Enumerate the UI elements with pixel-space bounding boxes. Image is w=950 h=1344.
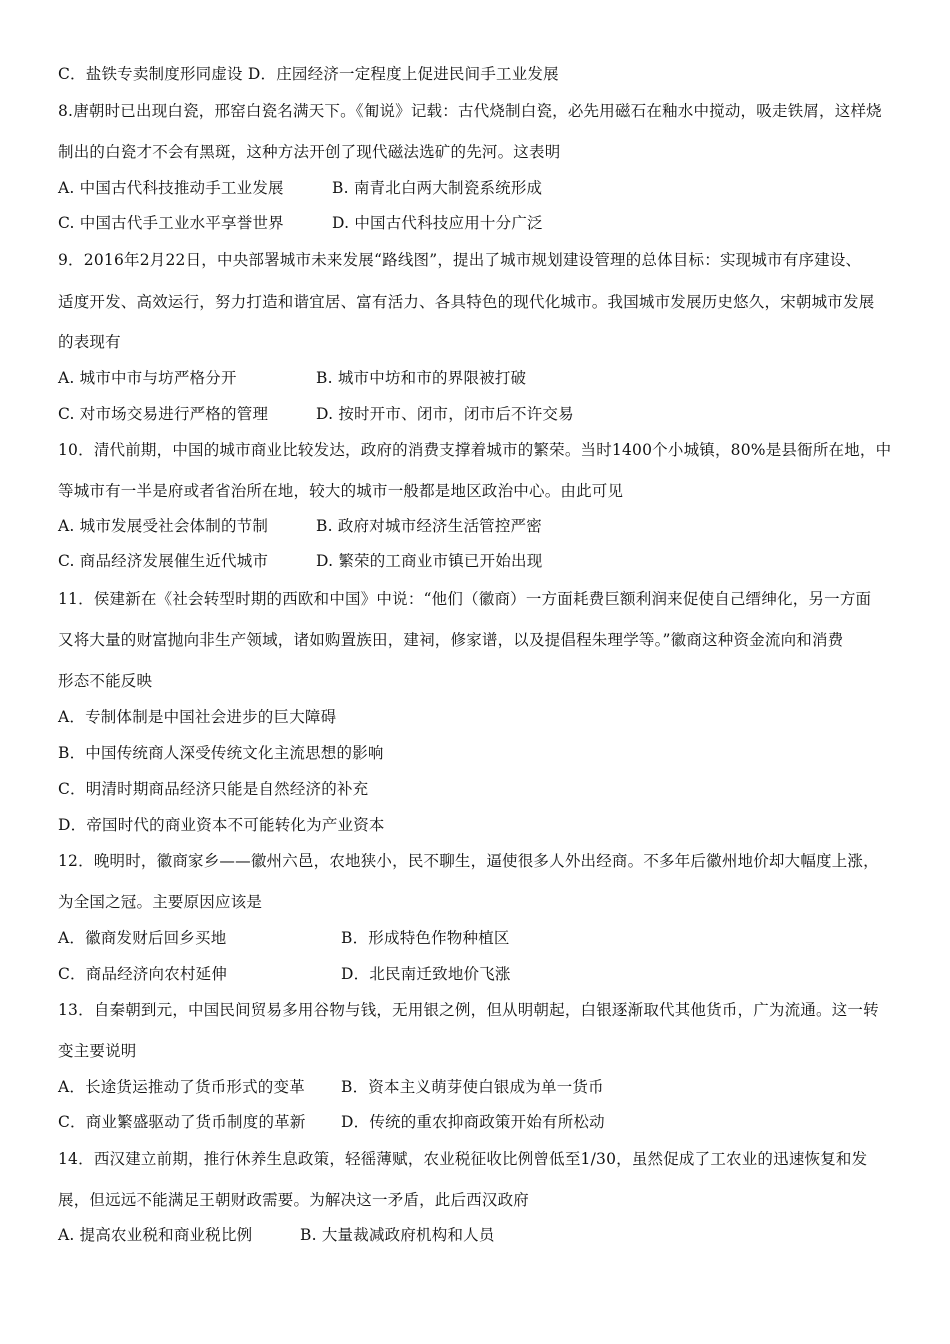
q14-option-row-1 xyxy=(58,1225,910,1245)
q9-option-row-2 xyxy=(58,404,910,424)
q13-option-a: A．长途货运推动了货币形式的变革 xyxy=(58,1078,305,1096)
q10-option-a: A. 城市发展受社会体制的节制 xyxy=(58,517,269,535)
q12-option-row-1 xyxy=(58,928,910,948)
q10-stem-line-1: 10．清代前期，中国的城市商业比较发达，政府的消费支撑着城市的繁荣。当时1400个小城镇，80%是县衙所在地，中 xyxy=(58,441,892,459)
q12-option-a: A．徽商发财后回乡买地 xyxy=(58,929,227,947)
q11-stem-line-1: 11．侯建新在《社会转型时期的西欧和中国》中说：“他们（徽商）一方面耗费巨额利润来促使自己缙绅化，另一方面 xyxy=(58,590,872,608)
q8-option-row-2 xyxy=(58,213,910,233)
q9-option-d: D. 按时开市、闭市，闭市后不许交易 xyxy=(316,405,574,423)
q9-stem-line-3: 的表现有 xyxy=(58,333,121,351)
q14-stem-line-1: 14．西汉建立前期，推行休养生息政策，轻徭薄赋，农业税征收比例曾低至1/30，虽然促成了工农业的迅速恢复和发 xyxy=(58,1150,868,1168)
q13-option-d: D．传统的重农抑商政策开始有所松动 xyxy=(341,1113,605,1131)
q8-option-c: C. 中国古代手工业水平享誉世界 xyxy=(58,214,284,232)
q12-option-b: B．形成特色作物种植区 xyxy=(341,929,510,947)
q7-options-line: C．盐铁专卖制度形同虚设 D．庄园经济一定程度上促进民间手工业发展 xyxy=(58,65,559,83)
q9-option-row-1 xyxy=(58,368,910,388)
q13-option-row-2 xyxy=(58,1112,910,1132)
q12-stem-line-1: 12．晚明时，徽商家乡——徽州六邑，农地狭小，民不聊生，逼使很多人外出经商。不多年后徽州地价却大幅度上涨， xyxy=(58,852,879,870)
q11-option-c: C．明清时期商品经济只能是自然经济的补充 xyxy=(58,780,369,798)
q12-option-row-2 xyxy=(58,964,910,984)
q13-stem-line-2: 变主要说明 xyxy=(58,1042,137,1060)
q8-option-row-1 xyxy=(58,178,910,198)
q10-option-c: C. 商品经济发展催生近代城市 xyxy=(58,552,269,570)
q14-option-a: A. 提高农业税和商业税比例 xyxy=(58,1226,253,1244)
q10-stem-line-2: 等城市有一半是府或者省治所在地，较大的城市一般都是地区政治中心。由此可见 xyxy=(58,482,624,500)
q8-stem-line-1: 8.唐朝时已出现白瓷，邢窑白瓷名满天下。《匍说》记载：古代烧制白瓷，必先用磁石在釉水中搅动，吸走铁屑，这样烧 xyxy=(58,102,882,120)
q9-stem-line-2: 适度开发、高效运行，努力打造和谐宜居、富有活力、各具特色的现代化城市。我国城市发展历史悠久，宋朝城市发展 xyxy=(58,293,875,311)
q8-stem-line-2: 制出的白瓷才不会有黑斑，这种方法开创了现代磁法选矿的先河。这表明 xyxy=(58,143,561,161)
q9-option-c: C. 对市场交易进行严格的管理 xyxy=(58,405,269,423)
q12-stem-line-2: 为全国之冠。主要原因应该是 xyxy=(58,893,263,911)
q12-option-c: C．商品经济向农村延伸 xyxy=(58,965,228,983)
q14-stem-line-2: 展，但远远不能满足王朝财政需要。为解决这一矛盾，此后西汉政府 xyxy=(58,1191,530,1209)
q9-option-b: B. 城市中坊和市的界限被打破 xyxy=(316,369,527,387)
q13-option-row-1 xyxy=(58,1077,910,1097)
q8-option-b: B. 南青北白两大制瓷系统形成 xyxy=(332,179,543,197)
q11-option-b: B．中国传统商人深受传统文化主流思想的影响 xyxy=(58,744,384,762)
q11-stem-line-2: 又将大量的财富抛向非生产领域，诸如购置族田，建祠，修家谱，以及提倡程朱理学等。”徽商这种资金流向和消费 xyxy=(58,631,844,649)
q11-stem-line-3: 形态不能反映 xyxy=(58,672,153,690)
q13-option-c: C．商业繁盛驱动了货币制度的革新 xyxy=(58,1113,306,1131)
q11-option-a: A．专制体制是中国社会进步的巨大障碍 xyxy=(58,708,337,726)
q10-option-b: B. 政府对城市经济生活管控严密 xyxy=(316,517,542,535)
q13-stem-line-1: 13．自秦朝到元，中国民间贸易多用谷物与钱，无用银之例，但从明朝起，白银逐渐取代其他货币，广为流通。这一转 xyxy=(58,1001,879,1019)
q9-stem-line-1: 9．2016年2月22日，中央部署城市未来发展“路线图”，提出了城市规划建设管理的总体目标：实现城市有序建设、 xyxy=(58,251,862,269)
q12-option-d: D．北民南迁致地价飞涨 xyxy=(341,965,511,983)
q14-option-b: B. 大量裁减政府机构和人员 xyxy=(300,1226,495,1244)
q13-option-b: B．资本主义萌芽使白银成为单一货币 xyxy=(341,1078,604,1096)
q11-option-d: D．帝国时代的商业资本不可能转化为产业资本 xyxy=(58,816,385,834)
q9-option-a: A. 城市中市与坊严格分开 xyxy=(58,369,237,387)
q10-option-row-2 xyxy=(58,551,910,571)
q10-option-row-1 xyxy=(58,516,910,536)
q8-option-a: A. 中国古代科技推动手工业发展 xyxy=(58,179,284,197)
q8-option-d: D. 中国古代科技应用十分广泛 xyxy=(332,214,543,232)
q10-option-d: D. 繁荣的工商业市镇已开始出现 xyxy=(316,552,543,570)
